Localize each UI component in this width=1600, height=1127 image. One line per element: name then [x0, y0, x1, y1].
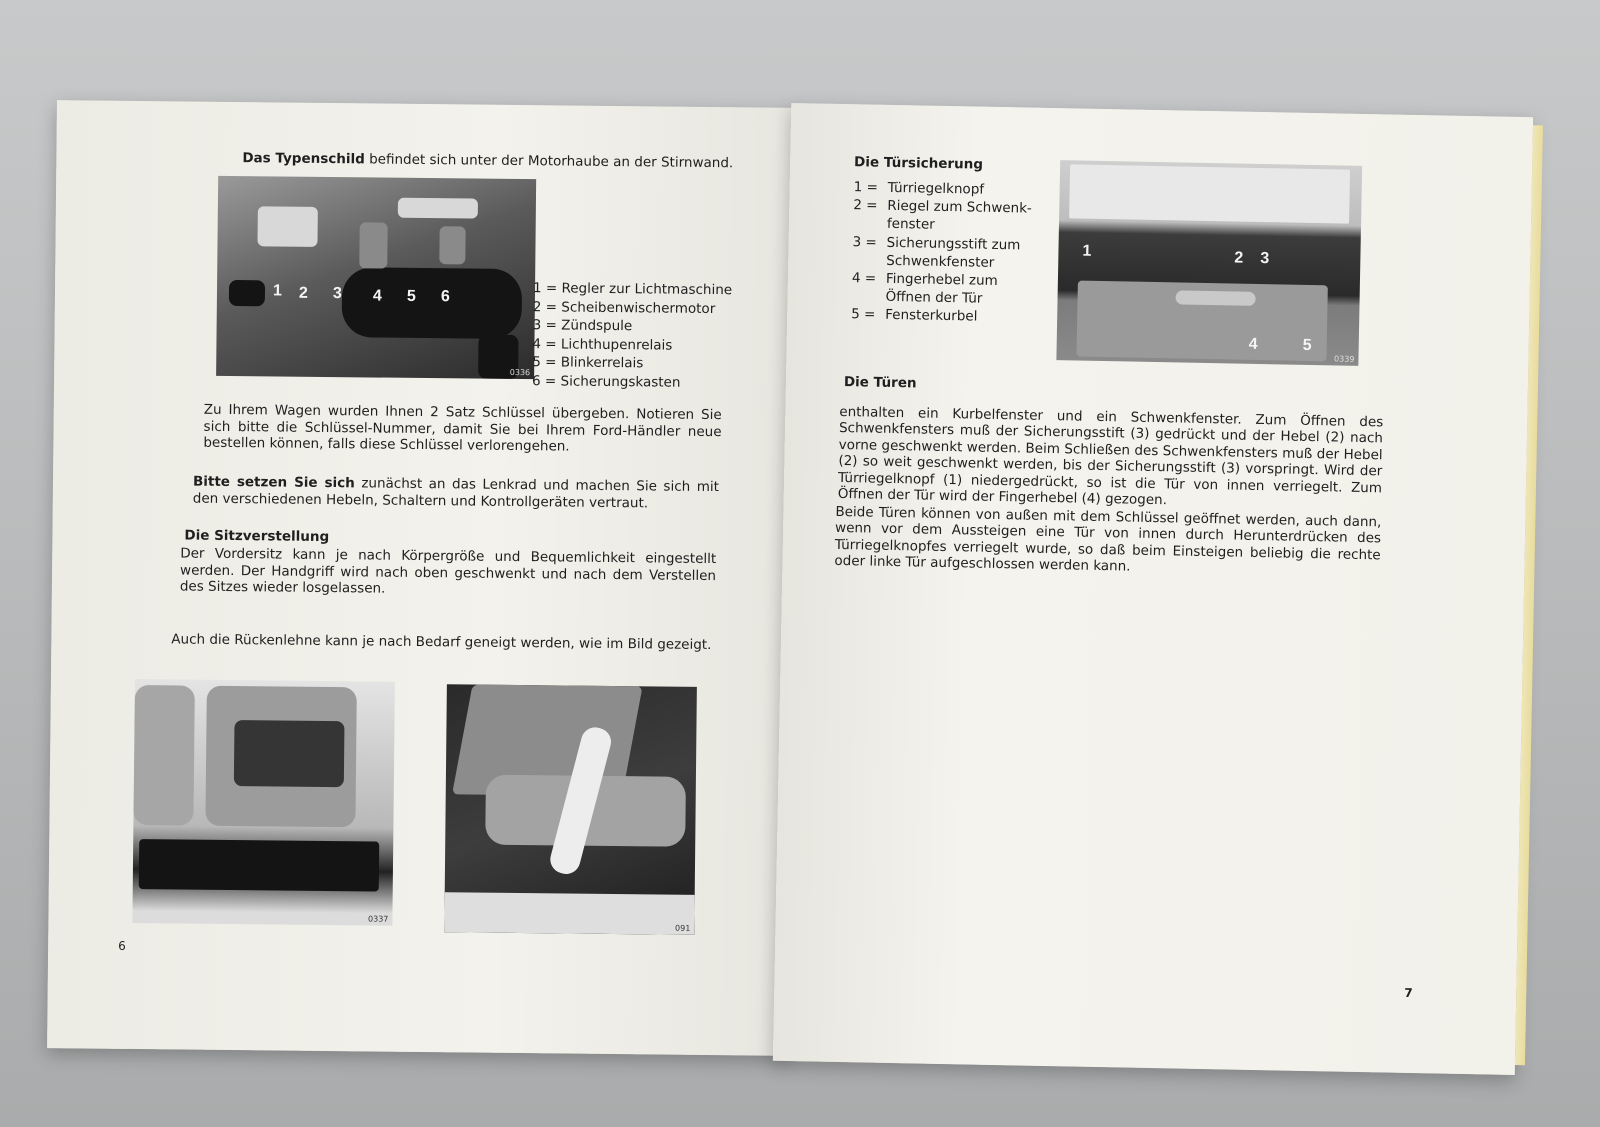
engine-legend-item: 6 = Sicherungskasten	[531, 372, 681, 391]
engine-legend-item: 4 = Lichthupenrelais	[532, 335, 673, 354]
engine-label-6: 6	[440, 288, 450, 306]
engine-photo	[216, 176, 536, 379]
typenschild-line	[242, 150, 762, 172]
door-label-2: 2	[1234, 249, 1244, 267]
right-page	[773, 103, 1533, 1075]
setzen-bold: Bitte setzen Sie sich	[192, 473, 355, 492]
typenschild-text: befindet sich unter der Motorhaube an der Stirnwand.	[369, 151, 734, 172]
list-item: Schwenkfenster	[886, 252, 995, 271]
engine-legend-item: 2 = Scheibenwischermotor	[532, 298, 716, 317]
engine-label-5: 5	[406, 287, 416, 305]
engine-legend-item: 5 = Blinkerrelais	[532, 354, 644, 372]
list-item: 4 = Fingerhebel zum	[851, 270, 998, 289]
seat-photo-1	[132, 679, 395, 926]
engine-label-4: 4	[372, 287, 382, 305]
engine-legend	[532, 279, 783, 393]
seat-photo-2-code: 091	[675, 923, 691, 933]
list-item: fenster	[886, 216, 935, 234]
engine-photo-code: 0336	[509, 367, 531, 378]
engine-label-3: 3	[332, 285, 342, 303]
setzen-paragraph	[193, 474, 719, 513]
tueren-heading: Die Türen	[843, 374, 917, 392]
page-number-right: 7	[1404, 985, 1413, 1001]
tueren-paragraph-1: enthalten ein Kurbelfenster und ein Schwenkfenster. Zum Öffnen des Schwenkfensters muß der Sicherungsstift (3) gedrückt und der Hebel (2) nach vorne geschwenkt werden. Beim Schließen des Schwenkfensters muß der Hebel (2) so weit geschwenkt werden, bis der Sicherungsstift (3) vorspringt. Wird der Türriegelknopf (1) niedergedrückt, so ist die Tür von innen verriegelt. Zum Öffnen der Tür wird der Fingerhebel (4) gezogen.	[837, 403, 1384, 509]
door-photo	[1056, 160, 1362, 366]
sitz-heading: Die Sitzverstellung	[184, 527, 330, 546]
door-label-3: 3	[1260, 250, 1270, 268]
keys-paragraph: Zu Ihrem Wagen wurden Ihnen 2 Satz Schlüssel übergeben. Notieren Sie sich bitte die Schlüssel-Nummer, damit Sie bei Ihrem Ford-Händler neue bestellen können, falls diese Schlüssel verlorengehen.	[203, 401, 722, 455]
seat-photo-1-code: 0337	[368, 914, 389, 924]
list-item: 2 = Riegel zum Schwenk-	[853, 197, 1033, 217]
tuersicherung-list	[851, 178, 1054, 327]
engine-legend-item: 1 = Regler zur Lichtmaschine	[532, 280, 733, 299]
list-item: 5 = Fensterkurbel	[851, 306, 978, 325]
seat-photo-2	[444, 684, 697, 935]
setzen-text: zunächst an das Lenkrad und machen Sie sich mit den verschiedenen Hebeln, Schaltern und Kontrollgeräten vertraut.	[192, 475, 720, 511]
engine-legend-item: 3 = Zündspule	[532, 317, 633, 335]
tuersicherung-heading: Die Türsicherung	[853, 154, 984, 173]
typenschild-bold: Das Typenschild	[242, 150, 365, 168]
list-item: Öffnen der Tür	[885, 289, 983, 307]
list-item: 3 = Sicherungsstift zum	[852, 233, 1021, 253]
door-label-1: 1	[1082, 242, 1092, 260]
door-photo-code: 0339	[1334, 354, 1355, 364]
page-number-left: 6	[118, 938, 126, 953]
door-label-5: 5	[1302, 336, 1312, 354]
engine-label-2: 2	[298, 284, 308, 302]
lehne-paragraph: Auch die Rückenlehne kann je nach Bedarf geneigt werden, wie im Bild gezeigt.	[171, 631, 712, 654]
door-label-4: 4	[1248, 335, 1258, 353]
tueren-paragraph-2: Beide Türen können von außen mit dem Schlüssel geöffnet werden, auch dann, wenn vor dem Aussteigen eine Tür von innen durch Herunterdrücken des Türriegelknopfes verriegelt wurde, so daß beim Einsteigen beliebig die rechte oder linke Tür aufgeschlossen werden kann.	[834, 503, 1382, 575]
left-page	[47, 100, 797, 1056]
sitz-paragraph: Der Vordersitz kann je nach Körpergröße und Bequemlichkeit eingestellt werden. Der Handgriff wird nach oben geschwenkt und nach dem Verstellen des Sitzes wieder losgelassen.	[179, 545, 717, 597]
list-item: 1 = Türriegelknopf	[853, 179, 985, 198]
engine-label-1: 1	[272, 282, 282, 300]
